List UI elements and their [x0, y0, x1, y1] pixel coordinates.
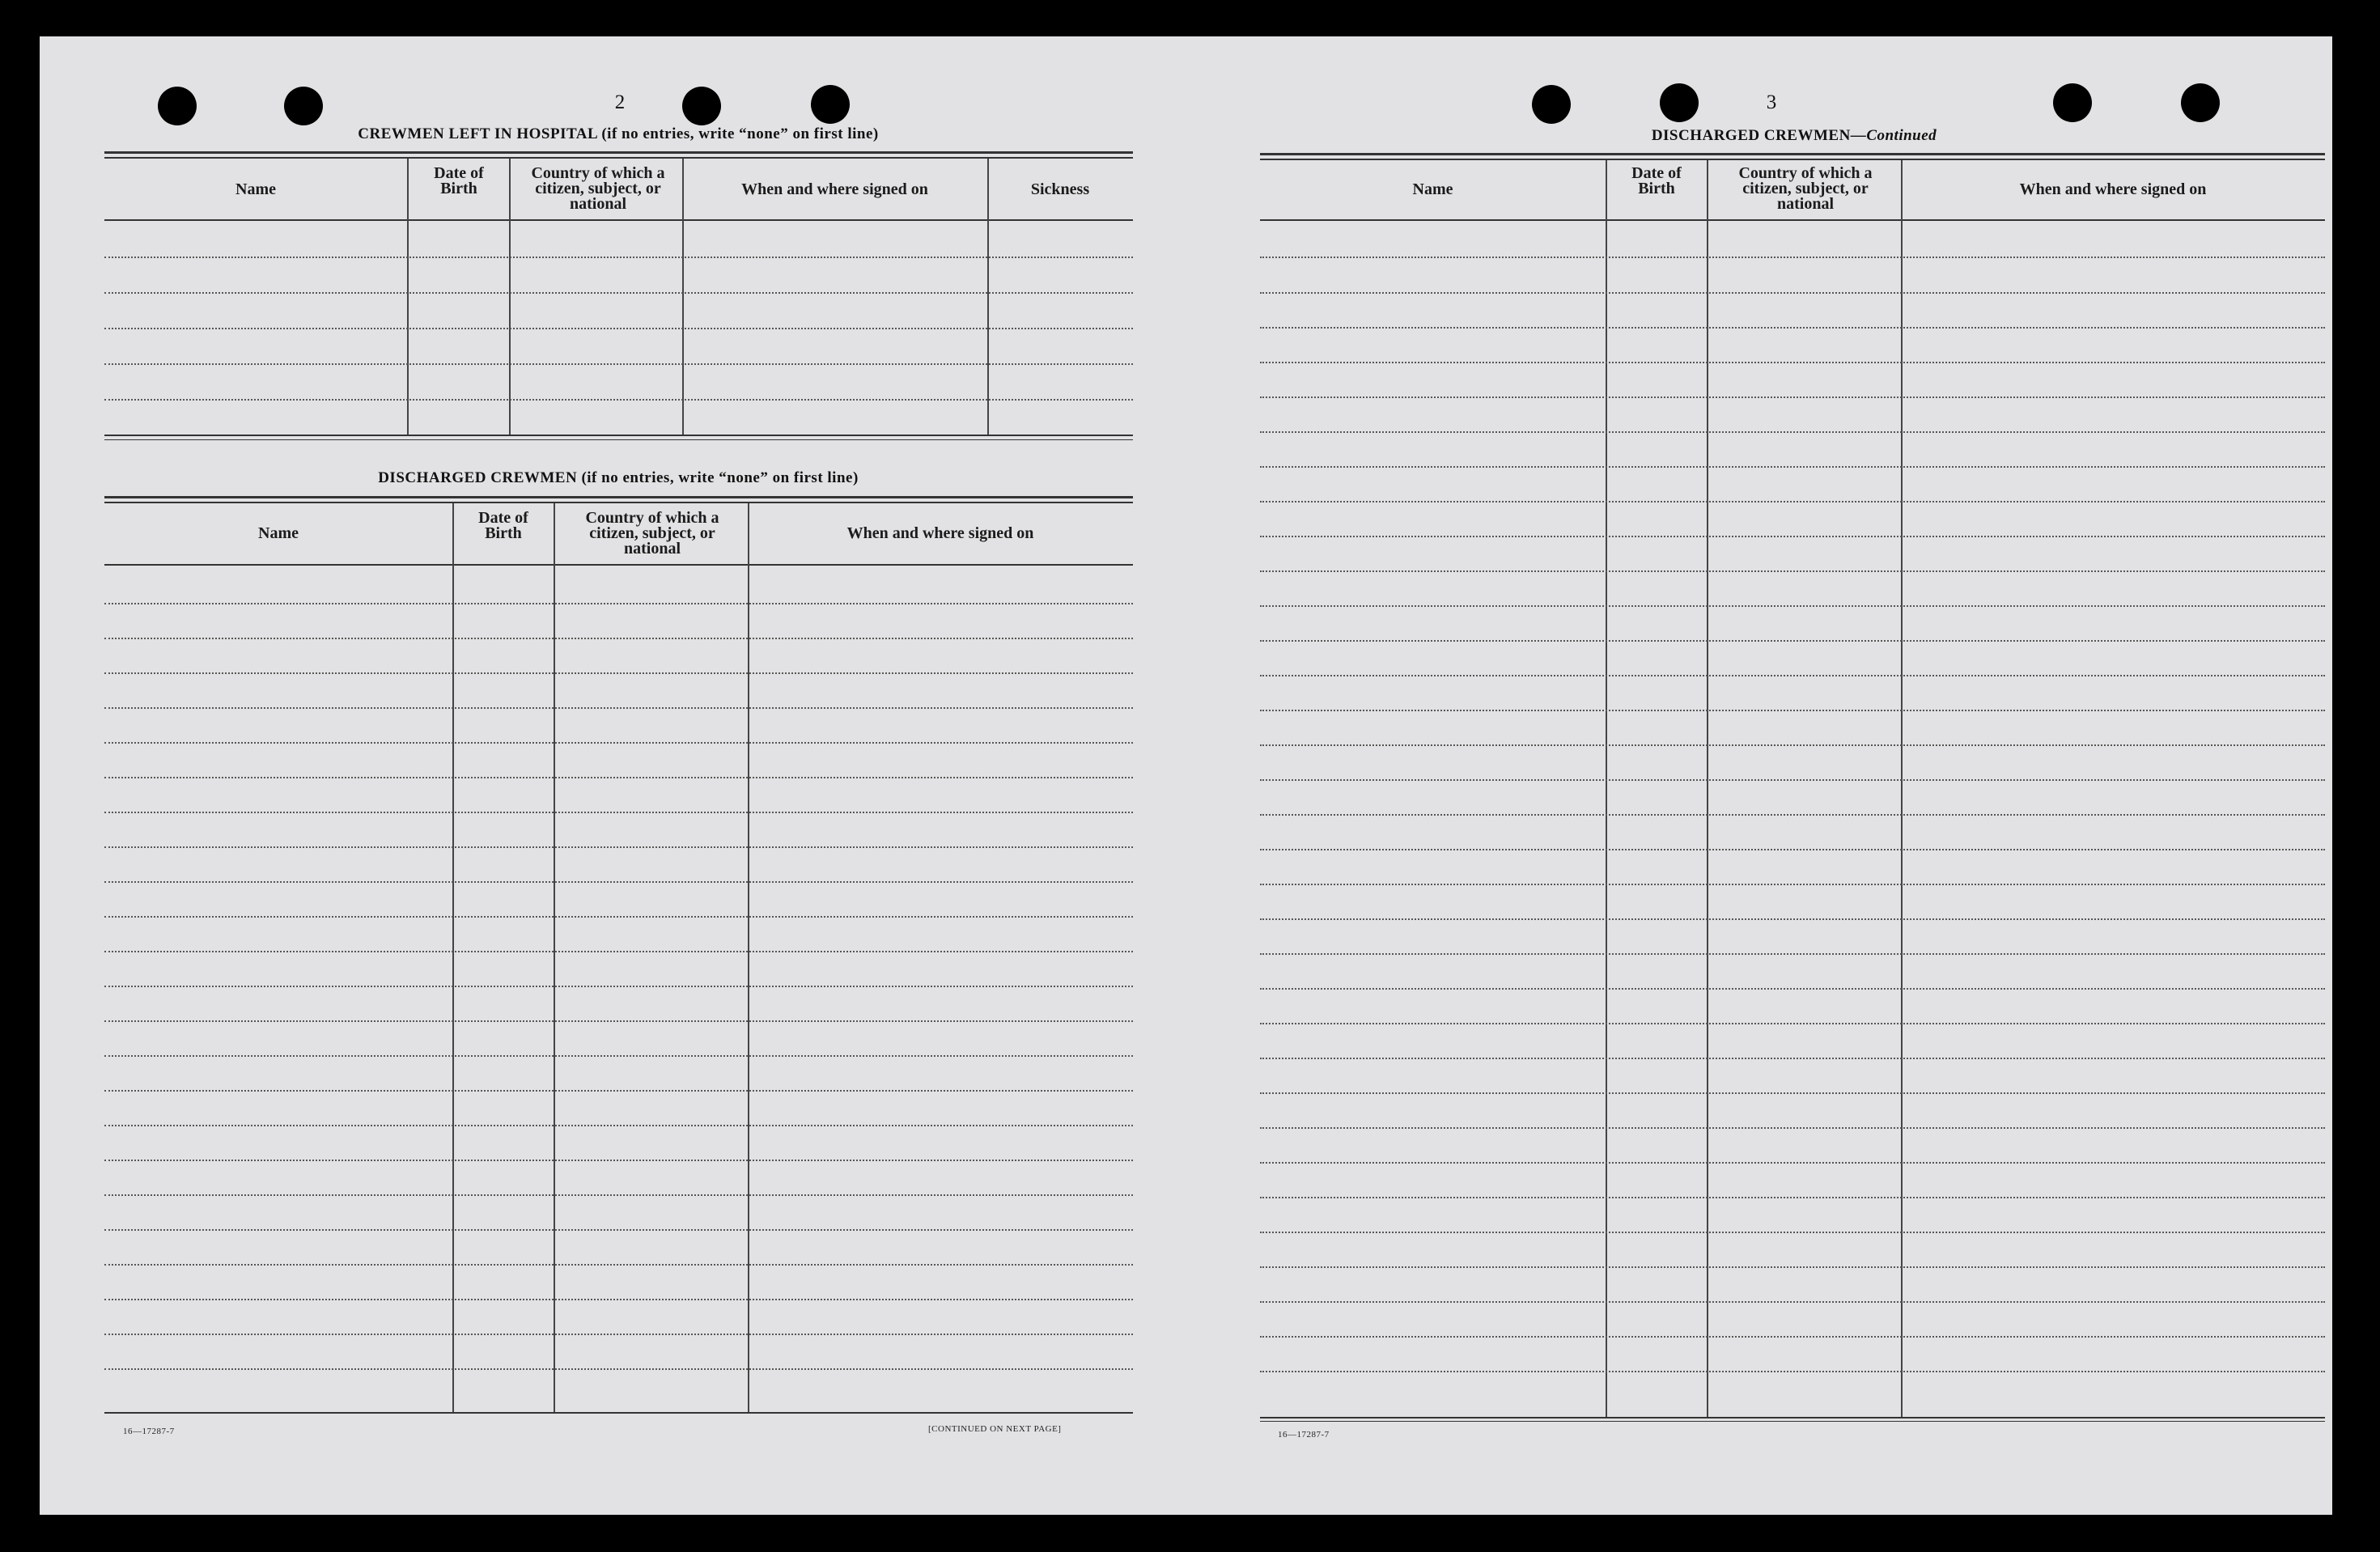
punch-hole [1532, 85, 1571, 124]
punch-hole [158, 87, 197, 125]
table-row[interactable] [104, 707, 1133, 709]
column-header-name: Name [235, 180, 276, 198]
discharged-continued-heading [1260, 127, 2328, 145]
form-number: 16—17287-7 [1278, 1430, 1330, 1440]
table-row[interactable] [1260, 536, 2325, 537]
column-divider [407, 159, 409, 435]
column-header-when-where: When and where signed on [741, 180, 928, 198]
table-row[interactable] [104, 1125, 1133, 1126]
table-row[interactable] [1260, 431, 2325, 433]
column-header-when-where: When and where signed on [2019, 180, 2207, 198]
table-row[interactable] [1260, 640, 2325, 642]
table-row[interactable] [1260, 1336, 2325, 1338]
table-row[interactable] [1260, 710, 2325, 711]
header-bottom-rule [104, 564, 1133, 566]
table-row[interactable] [1260, 918, 2325, 920]
table-row[interactable] [1260, 1092, 2325, 1094]
column-header-country: Country of which a citizen, subject, or national [1738, 164, 1873, 213]
column-divider [748, 503, 749, 1412]
table-row[interactable] [104, 638, 1133, 639]
table-row[interactable] [104, 1194, 1133, 1196]
table-row[interactable] [104, 881, 1133, 883]
column-header-name: Name [1412, 180, 1453, 198]
punch-hole [2181, 83, 2220, 122]
form-sheet [40, 36, 2332, 1515]
column-header-country: Country of which a citizen, subject, or national [585, 509, 719, 558]
column-divider [509, 159, 511, 435]
column-header-date-of-birth: Date of Birth [478, 509, 528, 542]
discharged-section-note: (if no entries, write “none” on first line) [581, 469, 859, 486]
table-row[interactable] [1260, 1371, 2325, 1372]
column-header-when-where: When and where signed on [846, 524, 1034, 542]
table-row[interactable] [104, 777, 1133, 778]
discharged-continued-title: DISCHARGED CREWMEN [1651, 127, 1851, 144]
table-row[interactable] [104, 951, 1133, 952]
table-row[interactable] [104, 363, 1133, 365]
table-top-rule [104, 157, 1133, 159]
table-row[interactable] [1260, 1301, 2325, 1303]
table-top-rule [1260, 159, 2325, 160]
page-number: 2 [614, 91, 626, 113]
table-row[interactable] [1260, 570, 2325, 572]
column-header-date-of-birth: Date of Birth [1631, 164, 1682, 197]
table-row[interactable] [104, 812, 1133, 813]
table-row[interactable] [104, 399, 1133, 401]
table-row[interactable] [1260, 1266, 2325, 1268]
table-row[interactable] [104, 1020, 1133, 1022]
continued-suffix: —Continued [1850, 127, 1937, 144]
table-row[interactable] [1260, 779, 2325, 781]
table-row[interactable] [104, 1368, 1133, 1370]
table-row[interactable] [104, 1090, 1133, 1092]
table-row[interactable] [104, 1299, 1133, 1300]
table-row[interactable] [1260, 501, 2325, 502]
column-divider [452, 503, 454, 1412]
table-row[interactable] [104, 257, 1133, 258]
discharged-section-title: DISCHARGED CREWMEN [378, 469, 578, 486]
page-number: 3 [1766, 91, 1777, 113]
table-row[interactable] [1260, 362, 2325, 363]
table-row[interactable] [104, 1055, 1133, 1057]
table-row[interactable] [1260, 1232, 2325, 1233]
table-row[interactable] [1260, 814, 2325, 816]
table-row[interactable] [1260, 675, 2325, 676]
punch-hole [811, 85, 850, 124]
table-row[interactable] [104, 672, 1133, 674]
hospital-section-title: CREWMEN LEFT IN HOSPITAL [358, 125, 598, 142]
table-row[interactable] [104, 916, 1133, 918]
table-bottom-rule [1260, 1421, 2325, 1422]
table-row[interactable] [1260, 953, 2325, 955]
table-row[interactable] [104, 1334, 1133, 1335]
form-number: 16—17287-7 [123, 1427, 175, 1436]
punch-hole [2053, 83, 2092, 122]
table-top-rule [104, 496, 1133, 498]
table-top-rule [104, 502, 1133, 503]
table-row[interactable] [1260, 884, 2325, 885]
hospital-section-heading [104, 125, 1132, 143]
table-row[interactable] [1260, 466, 2325, 468]
table-row[interactable] [104, 1229, 1133, 1231]
table-bottom-rule [104, 435, 1133, 436]
table-row[interactable] [1260, 1127, 2325, 1129]
table-row[interactable] [104, 1264, 1133, 1266]
table-row[interactable] [1260, 257, 2325, 258]
table-row[interactable] [104, 603, 1133, 604]
header-bottom-rule [1260, 219, 2325, 221]
punch-hole [682, 87, 721, 125]
column-divider [554, 503, 555, 1412]
table-top-rule [104, 151, 1133, 154]
column-header-country: Country of which a citizen, subject, or national [531, 164, 665, 213]
table-bottom-rule [1260, 1417, 2325, 1418]
header-bottom-rule [104, 219, 1133, 221]
column-divider [987, 159, 989, 435]
continued-note: [CONTINUED ON NEXT PAGE] [928, 1424, 1062, 1434]
table-row[interactable] [1260, 605, 2325, 607]
table-row[interactable] [1260, 1162, 2325, 1164]
discharged-section-heading [104, 469, 1132, 487]
table-row[interactable] [1260, 327, 2325, 329]
table-row[interactable] [104, 292, 1133, 294]
column-header-name: Name [258, 524, 299, 542]
table-row[interactable] [1260, 988, 2325, 990]
table-row[interactable] [1260, 1023, 2325, 1024]
column-header-date-of-birth: Date of Birth [434, 164, 484, 197]
table-bottom-rule [104, 1412, 1133, 1414]
column-divider [1707, 160, 1708, 1417]
table-row[interactable] [1260, 292, 2325, 294]
column-divider [682, 159, 684, 435]
table-row[interactable] [104, 328, 1133, 329]
table-row[interactable] [1260, 744, 2325, 746]
table-row[interactable] [104, 986, 1133, 987]
table-top-rule [1260, 153, 2325, 155]
table-row[interactable] [1260, 1058, 2325, 1059]
table-row[interactable] [104, 1160, 1133, 1161]
punch-hole [1660, 83, 1699, 122]
table-row[interactable] [1260, 1197, 2325, 1198]
column-header-sickness: Sickness [1030, 180, 1090, 198]
table-bottom-rule [104, 439, 1133, 440]
table-row[interactable] [1260, 849, 2325, 850]
punch-hole [284, 87, 323, 125]
column-divider [1606, 160, 1607, 1417]
table-row[interactable] [104, 846, 1133, 848]
hospital-section-note: (if no entries, write “none” on first line) [601, 125, 879, 142]
table-row[interactable] [1260, 396, 2325, 398]
column-divider [1901, 160, 1903, 1417]
table-row[interactable] [104, 742, 1133, 744]
